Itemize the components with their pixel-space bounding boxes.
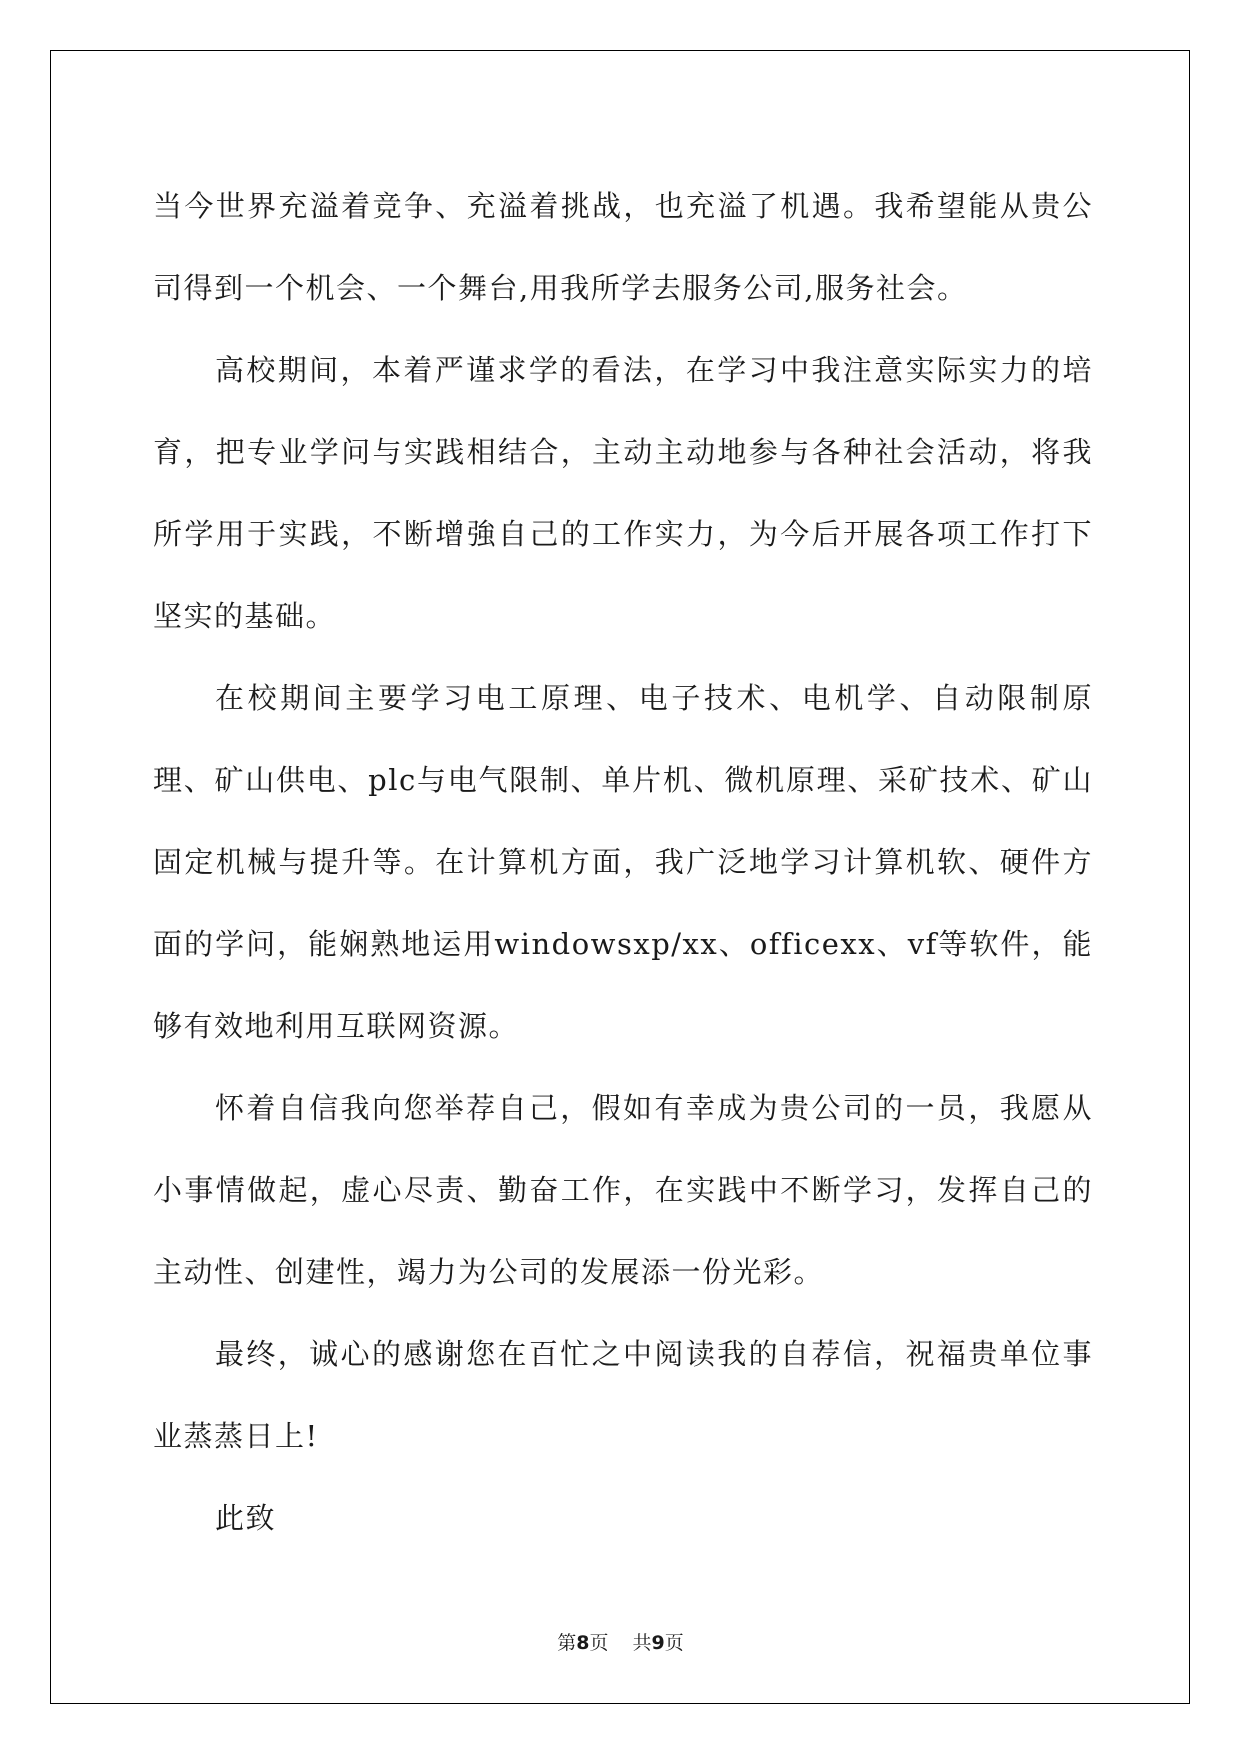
page-footer	[0, 1628, 1241, 1655]
closing-salutation: 此致	[215, 1501, 277, 1535]
total-prefix: 共	[632, 1632, 652, 1654]
paragraph-1: 当今世界充溢着竞争、充溢着挑战，也充溢了机遇。我希望能从贵公司得到一个机会、一个舞台,用我所学去服务公司,服务社会。	[153, 189, 1093, 305]
letter-body	[153, 165, 1093, 1559]
total-suffix: 页	[664, 1632, 684, 1654]
paragraph-3: 在校期间主要学习电工原理、电子技术、电机学、自动限制原理、矿山供电、plc与电气限制、单片机、微机原理、采矿技术、矿山固定机械与提升等。在计算机方面，我广泛地学习计算机软、硬件方面的学问，能娴熟地运用windowsxp/xx、officexx、vf等软件，能够有效地利用互联网资源。	[153, 681, 1093, 1043]
page-suffix: 页	[589, 1632, 609, 1654]
paragraph-2: 高校期间，本着严谨求学的看法，在学习中我注意实际实力的培育，把专业学问与实践相结合，主动主动地参与各种社会活动，将我所学用于实践，不断增強自己的工作实力，为今后开展各项工作打下坚实的基础。	[153, 353, 1093, 633]
page-current: 8	[576, 1632, 590, 1654]
paragraph-5: 最终，诚心的感谢您在百忙之中阅读我的自荐信，祝福贵单位事业蒸蒸日上!	[153, 1337, 1093, 1453]
page-prefix: 第	[557, 1632, 577, 1654]
page-total: 9	[651, 1632, 665, 1654]
paragraph-4: 怀着自信我向您举荐自己，假如有幸成为贵公司的一员，我愿从小事情做起，虚心尽责、勤奋工作，在实践中不断学习，发挥自己的主动性、创建性，竭力为公司的发展添一份光彩。	[153, 1091, 1093, 1289]
